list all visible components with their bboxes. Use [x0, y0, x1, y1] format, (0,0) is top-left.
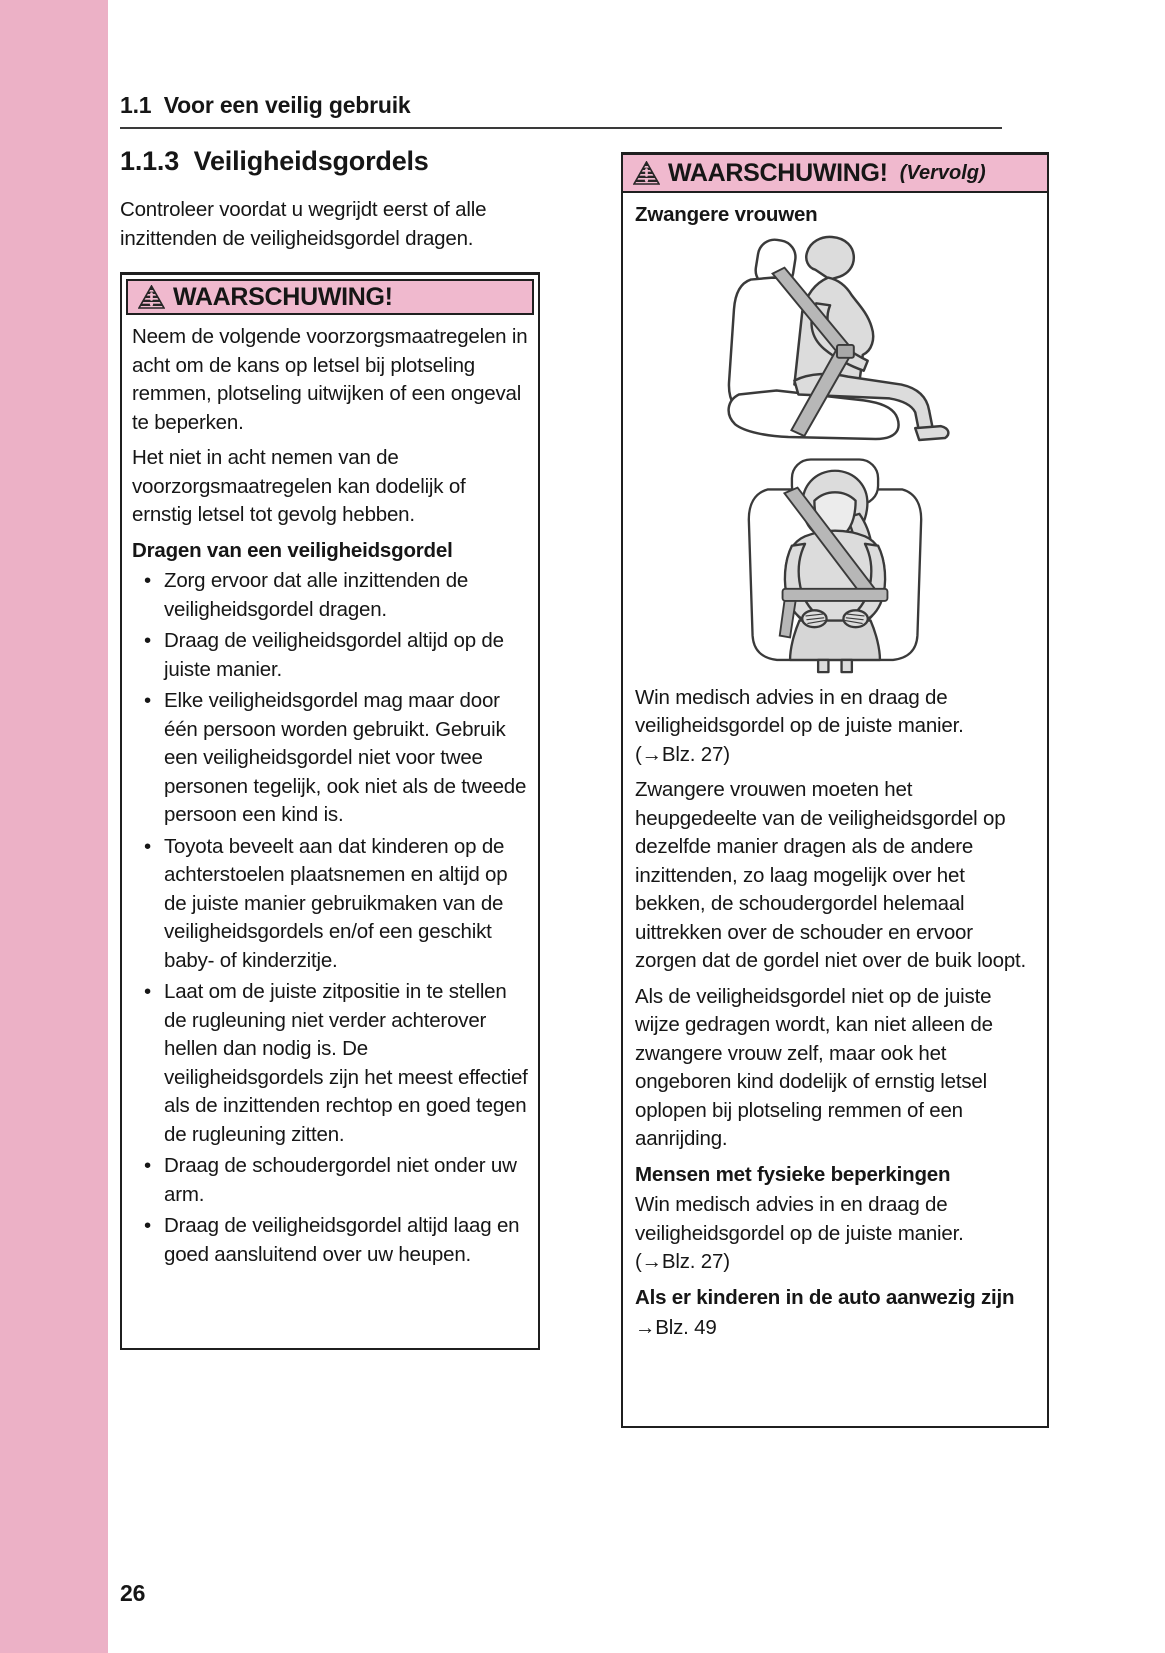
header-rule — [120, 127, 1002, 129]
figure-side-view — [635, 234, 1035, 442]
pregnant-paragraph: Als de veiligheidsgordel niet op de juiste wijze gedragen wordt, kan niet alleen de zwangere vrouw zelf, maar ook het ongeboren kind dodelijk of ernstig letsel oplopen bij plotseling remmen of een aanrijding. — [635, 984, 993, 1150]
children-in-car-heading: Als er kinderen in de auto aanwezig zijn — [635, 1285, 1015, 1309]
warning-title: WAARSCHUWING! — [668, 158, 888, 187]
section-title: 1.1.3 Veiligheidsgordels — [120, 146, 429, 176]
warning-bullet-list — [132, 567, 528, 1269]
warning-box-right — [621, 152, 1049, 1428]
warning-bullet-item: • Zorg ervoor dat alle inzittenden de veiligheidsgordel dragen. — [132, 567, 528, 624]
warning-title: WAARSCHUWING! — [173, 282, 393, 311]
warning-body — [122, 315, 538, 1269]
warning-header — [126, 279, 534, 315]
page-reference-link[interactable]: (→Blz. 27) — [635, 742, 730, 766]
warning-bullet-item: • Draag de schoudergordel niet onder uw arm. — [132, 1152, 528, 1209]
warning-continuation-label: (Vervolg) — [899, 161, 986, 184]
warning-paragraph: Het niet in acht nemen van de voorzorgsmaatregelen kan dodelijk of ernstig letsel tot gevolg hebben. — [132, 446, 466, 526]
page-reference-link[interactable]: →Blz. 49 — [635, 1316, 717, 1339]
warning-header-continued — [623, 155, 1047, 193]
warning-subheading: Dragen van een veiligheidsgordel — [132, 538, 453, 562]
physical-limitations-paragraph: Win medisch advies in en draag de veiligheidsgordel op de juiste manier. — [635, 1193, 964, 1245]
intro-paragraph: Controleer voordat u wegrijdt eerst of alle inzittenden de veiligheidsgordel dragen. — [120, 198, 487, 250]
pink-margin-band — [0, 0, 108, 1653]
warning-paragraph: Neem de volgende voorzorgsmaatregelen in acht om de kans op letsel bij plotseling remmen, plotseling uitwijken of een ongeval te beperken. — [132, 325, 528, 434]
warning-triangle-icon — [633, 161, 660, 185]
running-header: 1.1 Voor een veilig gebruik — [120, 92, 411, 118]
figure-front-view — [635, 452, 1035, 674]
warning-box-left — [120, 272, 540, 1350]
warning-bullet-item: • Draag de veiligheidsgordel altijd op de juiste manier. — [132, 627, 528, 684]
warning-bullet-item: • Laat om de juiste zitpositie in te stellen de rugleuning niet verder achterover hellen dan nodig is. De veiligheidsgordels zijn het meest effectief als de inzittenden rechtop en goed tegen de rugleuning zitten. — [132, 978, 528, 1149]
pregnant-woman-seatbelt-front-view-illustration — [685, 452, 985, 674]
warning-body — [623, 193, 1047, 1343]
pregnant-women-heading: Zwangere vrouwen — [635, 203, 818, 226]
warning-bullet-item: • Elke veiligheidsgordel mag maar door één persoon worden gebruikt. Gebruik een veiligheidsgordel niet voor twee personen tegelijk, ook niet als de tweede persoon een kind is. — [132, 687, 528, 830]
physical-limitations-heading: Mensen met fysieke beperkingen — [635, 1162, 951, 1186]
pregnant-paragraph: Zwangere vrouwen moeten het heupgedeelte van de veiligheidsgordel op dezelfde manier dragen als de andere inzittenden, zo laag mogelijk over het bekken, de schoudergordel helemaal uittrekken over de schouder en ervoor zorgen dat de gordel niet over de buik loopt. — [635, 778, 1027, 972]
pregnant-paragraph: Win medisch advies in en draag de veiligheidsgordel op de juiste manier. — [635, 685, 964, 737]
pregnant-woman-seatbelt-side-view-illustration — [680, 234, 990, 442]
page-number: 26 — [120, 1580, 146, 1606]
warning-bullet-item: • Draag de veiligheidsgordel altijd laag en goed aansluitend over uw heupen. — [132, 1212, 528, 1269]
warning-triangle-icon — [138, 285, 165, 309]
warning-bullet-item: • Toyota beveelt aan dat kinderen op de achterstoelen plaatsnemen en altijd op de juiste manier gebruikmaken van de veiligheidsgordels en/of een geschikt baby- of kinderzitje. — [132, 833, 528, 976]
page-reference-link[interactable]: (→Blz. 27) — [635, 1250, 730, 1273]
